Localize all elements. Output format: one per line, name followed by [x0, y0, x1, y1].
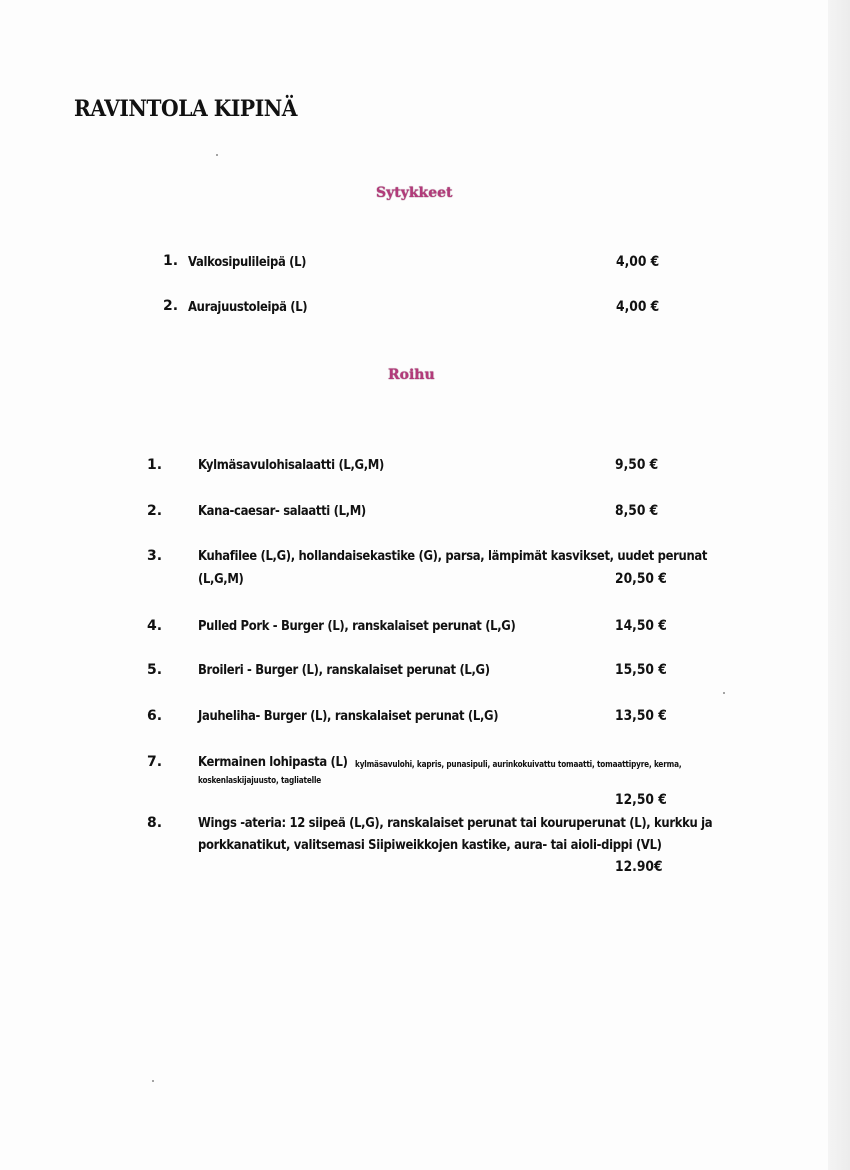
item-name-line-1: Wings -ateria: 12 siipeä (L,G), ranskalaiset perunat tai kouruperunat (L), kurkku ja: [198, 815, 713, 831]
section-heading-mains: Roihu: [388, 367, 435, 383]
scan-speck: [723, 692, 725, 694]
item-name: Jauheliha- Burger (L), ranskalaiset perunat (L,G): [198, 708, 499, 724]
item-description-line-2: koskenlaskijajuusto, tagliatelle: [198, 776, 322, 786]
item-name: Kana-caesar- salaatti (L,M): [198, 503, 366, 519]
item-price: 13,50 €: [615, 708, 667, 724]
item-number: 1.: [163, 253, 179, 269]
scan-speck: [216, 154, 218, 156]
item-name-line-1: Kuhafilee (L,G), hollandaisekastike (G), parsa, lämpimät kasvikset, uudet perunat: [198, 548, 708, 564]
scan-speck: [152, 1080, 154, 1082]
item-name: Pulled Pork - Burger (L), ranskalaiset perunat (L,G): [198, 618, 516, 634]
item-price: 12.90€: [615, 859, 663, 875]
item-name: Valkosipulileipä (L): [188, 254, 307, 270]
item-name: Kermainen lohipasta (L): [198, 754, 348, 770]
item-description-line-1: kylmäsavulohi, kapris, punasipuli, aurinkokuivattu tomaatti, tomaattipyre, kerma,: [355, 760, 682, 770]
item-number: 7.: [147, 754, 163, 770]
item-number: 6.: [147, 708, 163, 724]
item-price: 14,50 €: [615, 618, 667, 634]
item-number: 1.: [147, 457, 163, 473]
item-name: Kylmäsavulohisalaatti (L,G,M): [198, 457, 384, 473]
item-name: Aurajuustoleipä (L): [188, 299, 308, 315]
item-price: 8,50 €: [615, 503, 659, 519]
section-heading-starters: Sytykkeet: [376, 185, 453, 201]
item-number: 2.: [147, 503, 163, 519]
item-price: 20,50 €: [615, 571, 667, 587]
item-number: 8.: [147, 815, 163, 831]
item-number: 4.: [147, 618, 163, 634]
item-name-line-2: porkkanatikut, valitsemasi Siipiweikkojen kastike, aura- tai aioli-dippi (VL): [198, 837, 662, 853]
item-number: 3.: [147, 548, 163, 564]
paper-edge: [828, 0, 850, 1170]
item-price: 15,50 €: [615, 662, 667, 678]
item-number: 2.: [163, 298, 179, 314]
item-price: 4,00 €: [616, 254, 660, 270]
item-price: 12,50 €: [615, 792, 667, 808]
item-number: 5.: [147, 662, 163, 678]
item-price: 9,50 €: [615, 457, 659, 473]
item-name: Broileri - Burger (L), ranskalaiset perunat (L,G): [198, 662, 490, 678]
item-price: 4,00 €: [616, 299, 660, 315]
restaurant-title: RAVINTOLA KIPINÄ: [74, 96, 297, 122]
item-name-line-2: (L,G,M): [198, 571, 244, 587]
